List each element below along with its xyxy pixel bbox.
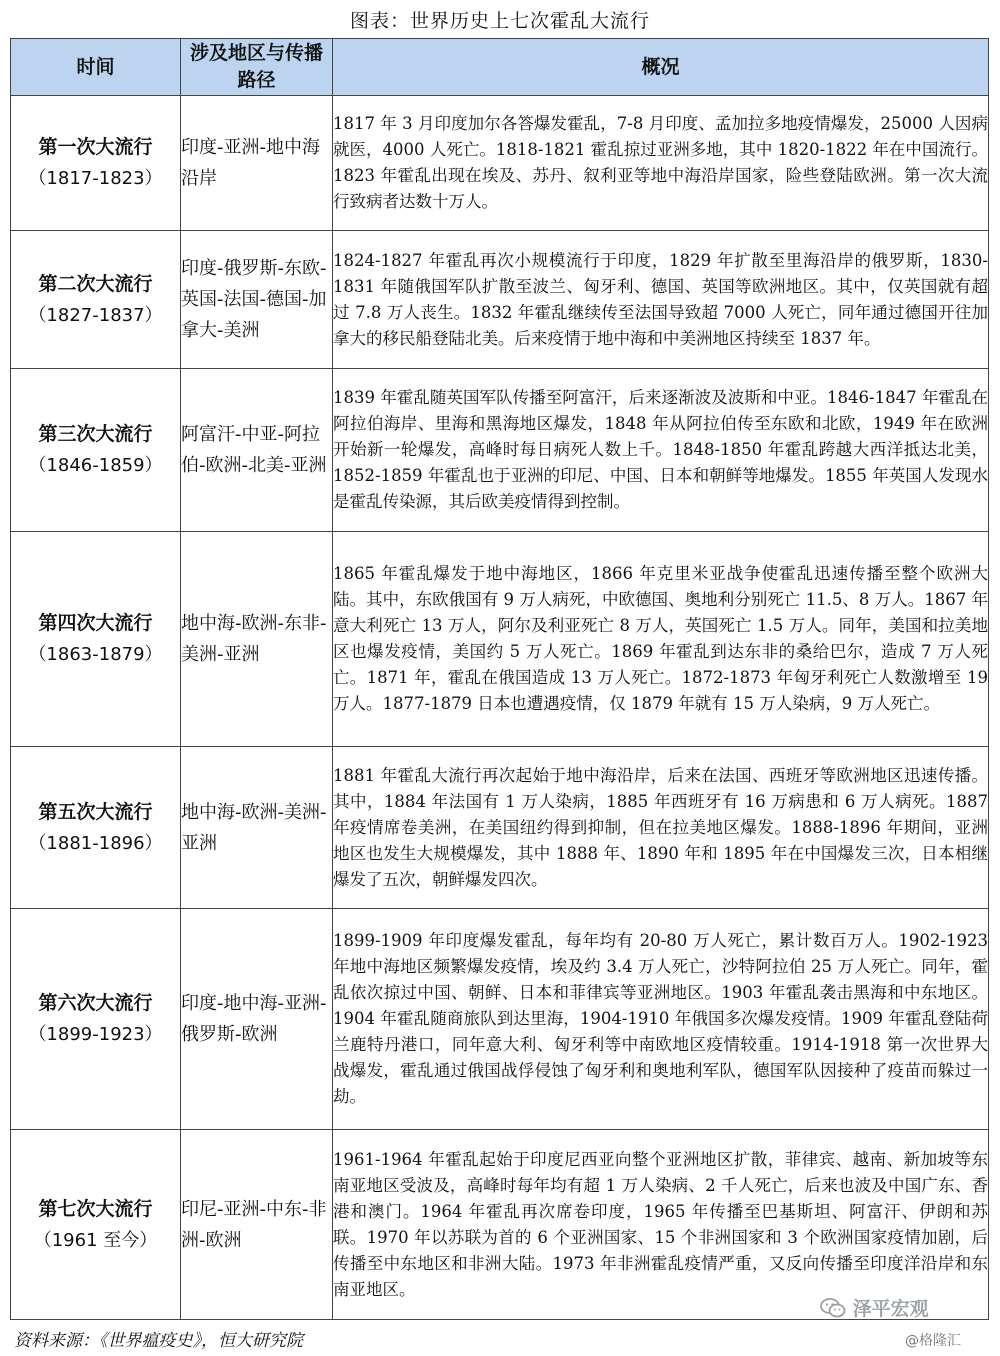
watermark-text: 泽平宏观 xyxy=(852,1298,929,1320)
region-cell: 阿富汗-中亚-阿拉伯-欧洲-北美-亚洲 xyxy=(181,369,333,532)
region-cell: 印度-地中海-亚洲-俄罗斯-欧洲 xyxy=(181,909,333,1130)
pandemic-years: （1961 至今） xyxy=(33,1229,158,1251)
overview-cell: 1899-1909 年印度爆发霍乱，每年均有 20-80 万人死亡，累计数百万人。1902-1923 年地中海地区频繁爆发疫情，埃及约 3.4 万人死亡，沙特阿拉伯 25 万人死亡。同年，霍乱依次掠过中国、朝鲜、日本和菲律宾等亚洲地区。1903 年霍乱袭击黑海和中东地区。1904 年霍乱随商旅队到达里海，1904-1910 年俄国多次爆发疫情。1909 年霍乱登陆荷兰鹿特丹港口，同年意大利、匈牙利等中南欧地区疫情较重。1914-1918 第一次世界大战爆发，霍乱通过俄国战俘侵蚀了匈牙利和奥地利军队，德国军队因接种了疫苗而躲过一劫。 xyxy=(333,909,989,1130)
overview-cell: 1839 年霍乱随英国军队传播至阿富汗，后来逐渐波及波斯和中亚。1846-1847 年霍乱在阿拉伯海岸、里海和黑海地区爆发，1848 年从阿拉伯传至东欧和北欧，1949 年在欧洲开始新一轮爆发，高峰时每日病死人数上千。1848-1850 年霍乱跨越大西洋抵达北美，1852-1859 年霍乱也于亚洲的印尼、中国、日本和朝鲜等地爆发。1855 年英国人发现水是霍乱传染源，其后欧美疫情得到控制。 xyxy=(333,369,989,532)
pandemic-name: 第六次大流行 xyxy=(38,992,153,1014)
header-overview: 概况 xyxy=(333,39,989,96)
region-cell: 印度-俄罗斯-东欧-英国-法国-德国-加拿大-美洲 xyxy=(181,231,333,369)
overview-cell: 1817 年 3 月印度加尔各答爆发霍乱，7-8 月印度、孟加拉多地疫情爆发，25000 人因病就医，4000 人死亡。1818-1821 霍乱掠过亚洲多地，其中 1820-1822 年在中国流行。1823 年霍乱出现在埃及、苏丹、叙利亚等地中海沿岸国家，险些登陆欧洲。第一次大流行致病者达数十万人。 xyxy=(333,96,989,231)
table-row xyxy=(11,909,989,1130)
pandemic-name: 第七次大流行 xyxy=(38,1197,153,1220)
period-cell xyxy=(11,532,181,747)
period-cell xyxy=(11,909,181,1130)
pandemic-years: （1827-1837） xyxy=(28,304,163,326)
region-cell: 印尼-亚洲-中东-非洲-欧洲 xyxy=(181,1130,333,1320)
table-row xyxy=(11,1130,989,1320)
overview-cell: 1865 年霍乱爆发于地中海地区，1866 年克里米亚战争使霍乱迅速传播至整个欧洲大陆。其中，东欧俄国有 9 万人病死，中欧德国、奥地利分别死亡 11.5、8 万人。1867 年意大利死亡 13 万人，阿尔及利亚死亡 8 万人，英国死亡 1.5 万人。同年，美国和拉美地区也爆发疫情，美国约 5 万人死亡。1869 年霍乱到达东非的桑给巴尔，造成 7 万人死亡。1871 年，霍乱在俄国造成 13 万人死亡。1872-1873 年匈牙利死亡人数激增至 19 万人。1877-1879 日本也遭遇疫情，仅 1879 年就有 15 万人染病，9 万人死亡。 xyxy=(333,532,989,747)
period-cell xyxy=(11,1130,181,1320)
region-cell: 地中海-欧洲-美洲-亚洲 xyxy=(181,747,333,909)
table-row xyxy=(11,532,989,747)
table-row xyxy=(11,96,989,231)
pandemic-years: （1899-1923） xyxy=(28,1024,163,1045)
cholera-pandemics-table xyxy=(10,38,989,1320)
credit-label: @格隆汇 xyxy=(905,1333,961,1349)
period-cell xyxy=(11,96,181,231)
page-title: 图表：世界历史上七次霍乱大流行 xyxy=(349,10,650,32)
pandemic-years: （1846-1859） xyxy=(28,455,163,476)
wechat-icon xyxy=(820,1298,846,1318)
period-cell xyxy=(11,747,181,909)
header-period: 时间 xyxy=(11,39,181,96)
header-region: 涉及地区与传播路径 xyxy=(181,39,333,96)
pandemic-name: 第二次大流行 xyxy=(38,272,153,295)
watermark xyxy=(820,1294,929,1321)
pandemic-name: 第五次大流行 xyxy=(38,800,153,823)
pandemic-name: 第一次大流行 xyxy=(38,136,153,158)
table-row xyxy=(11,747,989,909)
overview-cell: 1881 年霍乱大流行再次起始于地中海沿岸，后来在法国、西班牙等欧洲地区迅速传播。其中，1884 年法国有 1 万人染病，1885 年西班牙有 16 万病患和 6 万人病死。1887 年疫情席卷美洲，在美国纽约得到抑制，但在拉美地区爆发。1888-1896 年期间，亚洲地区也发生大规模爆发，其中 1888 年、1890 年和 1895 年在中国爆发三次，日本相继爆发了五次，朝鲜爆发四次。 xyxy=(333,747,989,909)
region-cell: 印度-亚洲-地中海沿岸 xyxy=(181,96,333,231)
source-note: 资料来源：《世界瘟疫史》，恒大研究院 xyxy=(14,1331,303,1351)
period-cell xyxy=(11,231,181,369)
overview-cell: 1824-1827 年霍乱再次小规模流行于印度，1829 年扩散至里海沿岸的俄罗斯，1830-1831 年随俄国军队扩散至波兰、匈牙利、德国、英国等欧洲地区。其中，仅英国就有超过 7.8 万人丧生。1832 年霍乱继续传至法国导致超 7000 人死亡，同年通过德国开往加拿大的移民船登陆北美。后来疫情于地中海和中美洲地区持续至 1837 年。 xyxy=(333,231,989,369)
period-cell xyxy=(11,369,181,532)
pandemic-name: 第三次大流行 xyxy=(38,423,153,445)
table-row xyxy=(11,231,989,369)
pandemic-years: （1881-1896） xyxy=(28,832,163,854)
pandemic-years: （1817-1823） xyxy=(28,168,163,189)
table-header-row xyxy=(11,39,989,96)
overview-cell: 1961-1964 年霍乱起始于印度尼西亚向整个亚洲地区扩散，菲律宾、越南、新加坡等东南亚地区受波及，高峰时每年均有超 1 万人染病、2 千人死亡，后来也波及中国广东、香港和澳门。1964 年霍乱再次席卷印度，1965 年传播至巴基斯坦、阿富汗、伊朗和苏联。1970 年以苏联为首的 6 个亚洲国家、15 个非洲国家和 3 个欧洲国家疫情加剧，后传播至中东地区和非洲大陆。1973 年非洲霍乱疫情严重，又反向传播至印度洋沿岸和东南亚地区。 xyxy=(333,1130,989,1320)
region-cell: 地中海-欧洲-东非-美洲-亚洲 xyxy=(181,532,333,747)
pandemic-name: 第四次大流行 xyxy=(38,612,153,634)
pandemic-years: （1863-1879） xyxy=(28,644,163,665)
table-row xyxy=(11,369,989,532)
